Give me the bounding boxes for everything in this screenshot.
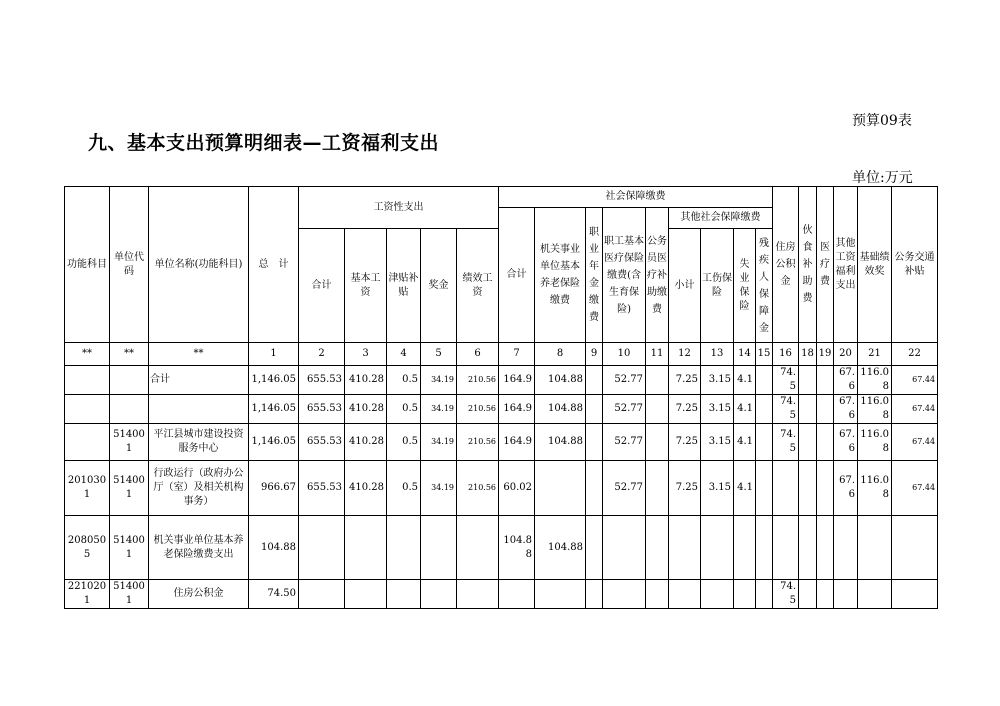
other-welfare-cell: 67.6 <box>834 461 858 516</box>
basic-wage-cell: 410.28 <box>345 461 387 516</box>
header-unit-name: 单位名称(功能科目) <box>149 187 249 343</box>
transport-cell <box>892 516 938 580</box>
index-row <box>65 343 938 366</box>
basic-wage-cell <box>345 580 387 609</box>
unemployment-cell: 4.1 <box>734 395 756 424</box>
total-cell: 74.50 <box>249 580 299 609</box>
allowance-cell: 0.5 <box>387 395 421 424</box>
meal-cell <box>799 516 817 580</box>
transport-cell: 67.44 <box>892 461 938 516</box>
med-fee-cell <box>817 461 834 516</box>
unit-code-cell: 514001 <box>110 461 149 516</box>
pension-cell: 104.88 <box>535 516 586 580</box>
civil-medical-cell <box>646 395 669 424</box>
med-fee-cell <box>817 395 834 424</box>
unit-code-cell <box>110 366 149 395</box>
header-housing: 住房公积金 <box>773 187 799 343</box>
meal-cell <box>799 580 817 609</box>
med-fee-cell <box>817 516 834 580</box>
budget-table <box>64 186 938 609</box>
medical-cell: 52.77 <box>603 366 646 395</box>
header-civil-medical: 公务员医疗补助缴费 <box>646 208 669 343</box>
transport-cell: 67.44 <box>892 366 938 395</box>
unit-code-cell <box>110 395 149 424</box>
annuity-cell <box>586 461 603 516</box>
table-row <box>65 424 938 461</box>
bonus-cell <box>421 580 457 609</box>
meal-cell <box>799 424 817 461</box>
annuity-cell <box>586 580 603 609</box>
base-perf-cell: 116.08 <box>858 461 892 516</box>
header-disability: 残疾人保障金 <box>756 229 773 343</box>
allowance-cell: 0.5 <box>387 366 421 395</box>
unemployment-cell: 4.1 <box>734 424 756 461</box>
med-fee-cell <box>817 366 834 395</box>
index-cell: 10 <box>603 343 646 366</box>
basic-wage-cell <box>345 516 387 580</box>
wage-sum-cell <box>299 580 345 609</box>
index-cell: 16 <box>773 343 799 366</box>
index-cell: 7 <box>499 343 535 366</box>
index-cell: 13 <box>701 343 734 366</box>
header-wage-group: 工资性支出 <box>299 187 499 229</box>
header-other-social-group: 其他社会保障缴费 <box>669 208 773 229</box>
unemployment-cell <box>734 516 756 580</box>
housing-cell <box>773 461 799 516</box>
other-welfare-cell: 67.6 <box>834 366 858 395</box>
header-allowance: 津贴补贴 <box>387 229 421 343</box>
annuity-cell <box>586 395 603 424</box>
index-cell: 19 <box>817 343 834 366</box>
civil-medical-cell <box>646 366 669 395</box>
header-medical: 职工基本医疗保险缴费(含生育保险) <box>603 208 646 343</box>
meal-cell <box>799 461 817 516</box>
total-cell: 1,146.05 <box>249 424 299 461</box>
unit-name-cell: 行政运行（政府办公厅（室）及相关机构事务） <box>149 461 249 516</box>
index-cell: 4 <box>387 343 421 366</box>
bonus-cell <box>421 516 457 580</box>
housing-cell: 74.5 <box>773 366 799 395</box>
medical-cell: 52.77 <box>603 461 646 516</box>
allowance-cell: 0.5 <box>387 424 421 461</box>
header-wage-sum: 合计 <box>299 229 345 343</box>
civil-medical-cell <box>646 424 669 461</box>
injury-cell: 3.15 <box>701 461 734 516</box>
unit-code-cell: 514001 <box>110 580 149 609</box>
other-sum-cell <box>669 516 701 580</box>
other-welfare-cell <box>834 580 858 609</box>
pension-cell: 104.88 <box>535 395 586 424</box>
index-cell: 22 <box>892 343 938 366</box>
base-perf-cell: 116.08 <box>858 395 892 424</box>
transport-cell: 67.44 <box>892 395 938 424</box>
civil-medical-cell <box>646 461 669 516</box>
perf-wage-cell <box>457 516 499 580</box>
wage-sum-cell: 655.53 <box>299 395 345 424</box>
unit-name-cell: 住房公积金 <box>149 580 249 609</box>
wage-sum-cell <box>299 516 345 580</box>
meal-cell <box>799 366 817 395</box>
disability-cell <box>756 461 773 516</box>
disability-cell <box>756 424 773 461</box>
transport-cell <box>892 580 938 609</box>
index-cell: 6 <box>457 343 499 366</box>
header-basic-wage: 基本工资 <box>345 229 387 343</box>
header-transport: 公务交通补贴 <box>892 187 938 343</box>
header-unemployment: 失业保险 <box>734 229 756 343</box>
other-sum-cell: 7.25 <box>669 366 701 395</box>
index-cell: ** <box>149 343 249 366</box>
index-cell: ** <box>110 343 149 366</box>
wage-sum-cell: 655.53 <box>299 461 345 516</box>
civil-medical-cell <box>646 580 669 609</box>
base-perf-cell <box>858 580 892 609</box>
unit-code-cell: 514001 <box>110 424 149 461</box>
allowance-cell <box>387 580 421 609</box>
housing-cell: 74.5 <box>773 580 799 609</box>
index-cell: 11 <box>646 343 669 366</box>
total-cell: 1,146.05 <box>249 395 299 424</box>
basic-wage-cell: 410.28 <box>345 424 387 461</box>
header-pension: 机关事业单位基本养老保险缴费 <box>535 208 586 343</box>
pension-cell <box>535 461 586 516</box>
table-row <box>65 580 938 609</box>
index-cell: 5 <box>421 343 457 366</box>
injury-cell <box>701 516 734 580</box>
header-other-welfare: 其他工资福利支出 <box>834 187 858 343</box>
annuity-cell <box>586 366 603 395</box>
index-cell: 12 <box>669 343 701 366</box>
unit-name-cell: 合计 <box>149 366 249 395</box>
annuity-cell <box>586 424 603 461</box>
func-code-cell: 2080505 <box>65 516 110 580</box>
header-med-fee: 医疗费 <box>817 187 834 343</box>
header-total: 总 计 <box>249 187 299 343</box>
total-cell: 104.88 <box>249 516 299 580</box>
disability-cell <box>756 516 773 580</box>
medical-cell: 52.77 <box>603 395 646 424</box>
pension-cell <box>535 580 586 609</box>
base-perf-cell <box>858 516 892 580</box>
medical-cell <box>603 516 646 580</box>
base-perf-cell: 116.08 <box>858 366 892 395</box>
index-cell: 2 <box>299 343 345 366</box>
page-title: 九、基本支出预算明细表—工资福利支出 <box>88 132 440 154</box>
wage-sum-cell: 655.53 <box>299 424 345 461</box>
perf-wage-cell: 210.56 <box>457 366 499 395</box>
index-cell: 20 <box>834 343 858 366</box>
func-code-cell: 2010301 <box>65 461 110 516</box>
perf-wage-cell: 210.56 <box>457 461 499 516</box>
table-row <box>65 366 938 395</box>
unit-name-cell: 平江县城市建设投资服务中心 <box>149 424 249 461</box>
social-sum-cell: 164.9 <box>499 424 535 461</box>
index-cell: 18 <box>799 343 817 366</box>
pension-cell: 104.88 <box>535 424 586 461</box>
housing-cell: 74.5 <box>773 395 799 424</box>
unemployment-cell <box>734 580 756 609</box>
bonus-cell: 34.19 <box>421 395 457 424</box>
header-perf-wage: 绩效工资 <box>457 229 499 343</box>
header-func-code: 功能科目 <box>65 187 110 343</box>
meal-cell <box>799 395 817 424</box>
index-cell: 1 <box>249 343 299 366</box>
perf-wage-cell: 210.56 <box>457 395 499 424</box>
index-cell: 15 <box>756 343 773 366</box>
disability-cell <box>756 580 773 609</box>
unemployment-cell: 4.1 <box>734 461 756 516</box>
other-sum-cell: 7.25 <box>669 461 701 516</box>
unit-label: 单位:万元 <box>852 170 913 186</box>
table-row <box>65 461 938 516</box>
unit-code-cell: 514001 <box>110 516 149 580</box>
total-cell: 966.67 <box>249 461 299 516</box>
func-code-cell: 2210201 <box>65 580 110 609</box>
index-cell: 14 <box>734 343 756 366</box>
perf-wage-cell <box>457 580 499 609</box>
pension-cell: 104.88 <box>535 366 586 395</box>
basic-wage-cell: 410.28 <box>345 395 387 424</box>
basic-wage-cell: 410.28 <box>345 366 387 395</box>
allowance-cell: 0.5 <box>387 461 421 516</box>
index-cell: 3 <box>345 343 387 366</box>
bonus-cell: 34.19 <box>421 366 457 395</box>
func-code-cell <box>65 424 110 461</box>
injury-cell: 3.15 <box>701 424 734 461</box>
other-welfare-cell: 67.6 <box>834 395 858 424</box>
med-fee-cell <box>817 424 834 461</box>
header-base-perf: 基础绩效奖 <box>858 187 892 343</box>
header-bonus: 奖金 <box>421 229 457 343</box>
base-perf-cell: 116.08 <box>858 424 892 461</box>
func-code-cell <box>65 395 110 424</box>
header-other-sum: 小计 <box>669 229 701 343</box>
index-cell: 8 <box>535 343 586 366</box>
unit-name-cell <box>149 395 249 424</box>
social-sum-cell: 104.88 <box>499 516 535 580</box>
form-number: 预算09表 <box>852 113 912 129</box>
other-welfare-cell: 67.6 <box>834 424 858 461</box>
medical-cell <box>603 580 646 609</box>
bonus-cell: 34.19 <box>421 424 457 461</box>
header-meal: 伙食补助费 <box>799 187 817 343</box>
disability-cell <box>756 395 773 424</box>
injury-cell: 3.15 <box>701 366 734 395</box>
other-sum-cell: 7.25 <box>669 424 701 461</box>
header-social-group: 社会保障缴费 <box>499 187 773 208</box>
header-social-sum: 合计 <box>499 208 535 343</box>
injury-cell: 3.15 <box>701 395 734 424</box>
header-annuity: 职业年金缴费 <box>586 208 603 343</box>
bonus-cell: 34.19 <box>421 461 457 516</box>
social-sum-cell <box>499 580 535 609</box>
transport-cell: 67.44 <box>892 424 938 461</box>
unit-name-cell: 机关事业单位基本养老保险缴费支出 <box>149 516 249 580</box>
other-sum-cell: 7.25 <box>669 395 701 424</box>
med-fee-cell <box>817 580 834 609</box>
social-sum-cell: 164.9 <box>499 366 535 395</box>
table-row <box>65 395 938 424</box>
housing-cell: 74.5 <box>773 424 799 461</box>
medical-cell: 52.77 <box>603 424 646 461</box>
func-code-cell <box>65 366 110 395</box>
index-cell: 21 <box>858 343 892 366</box>
housing-cell <box>773 516 799 580</box>
annuity-cell <box>586 516 603 580</box>
disability-cell <box>756 366 773 395</box>
social-sum-cell: 164.9 <box>499 395 535 424</box>
injury-cell <box>701 580 734 609</box>
index-cell: 9 <box>586 343 603 366</box>
other-welfare-cell <box>834 516 858 580</box>
index-cell: ** <box>65 343 110 366</box>
header-injury: 工伤保险 <box>701 229 734 343</box>
total-cell: 1,146.05 <box>249 366 299 395</box>
unemployment-cell: 4.1 <box>734 366 756 395</box>
civil-medical-cell <box>646 516 669 580</box>
allowance-cell <box>387 516 421 580</box>
header-unit-code: 单位代码 <box>110 187 149 343</box>
perf-wage-cell: 210.56 <box>457 424 499 461</box>
social-sum-cell: 60.02 <box>499 461 535 516</box>
table-row <box>65 516 938 580</box>
wage-sum-cell: 655.53 <box>299 366 345 395</box>
other-sum-cell <box>669 580 701 609</box>
